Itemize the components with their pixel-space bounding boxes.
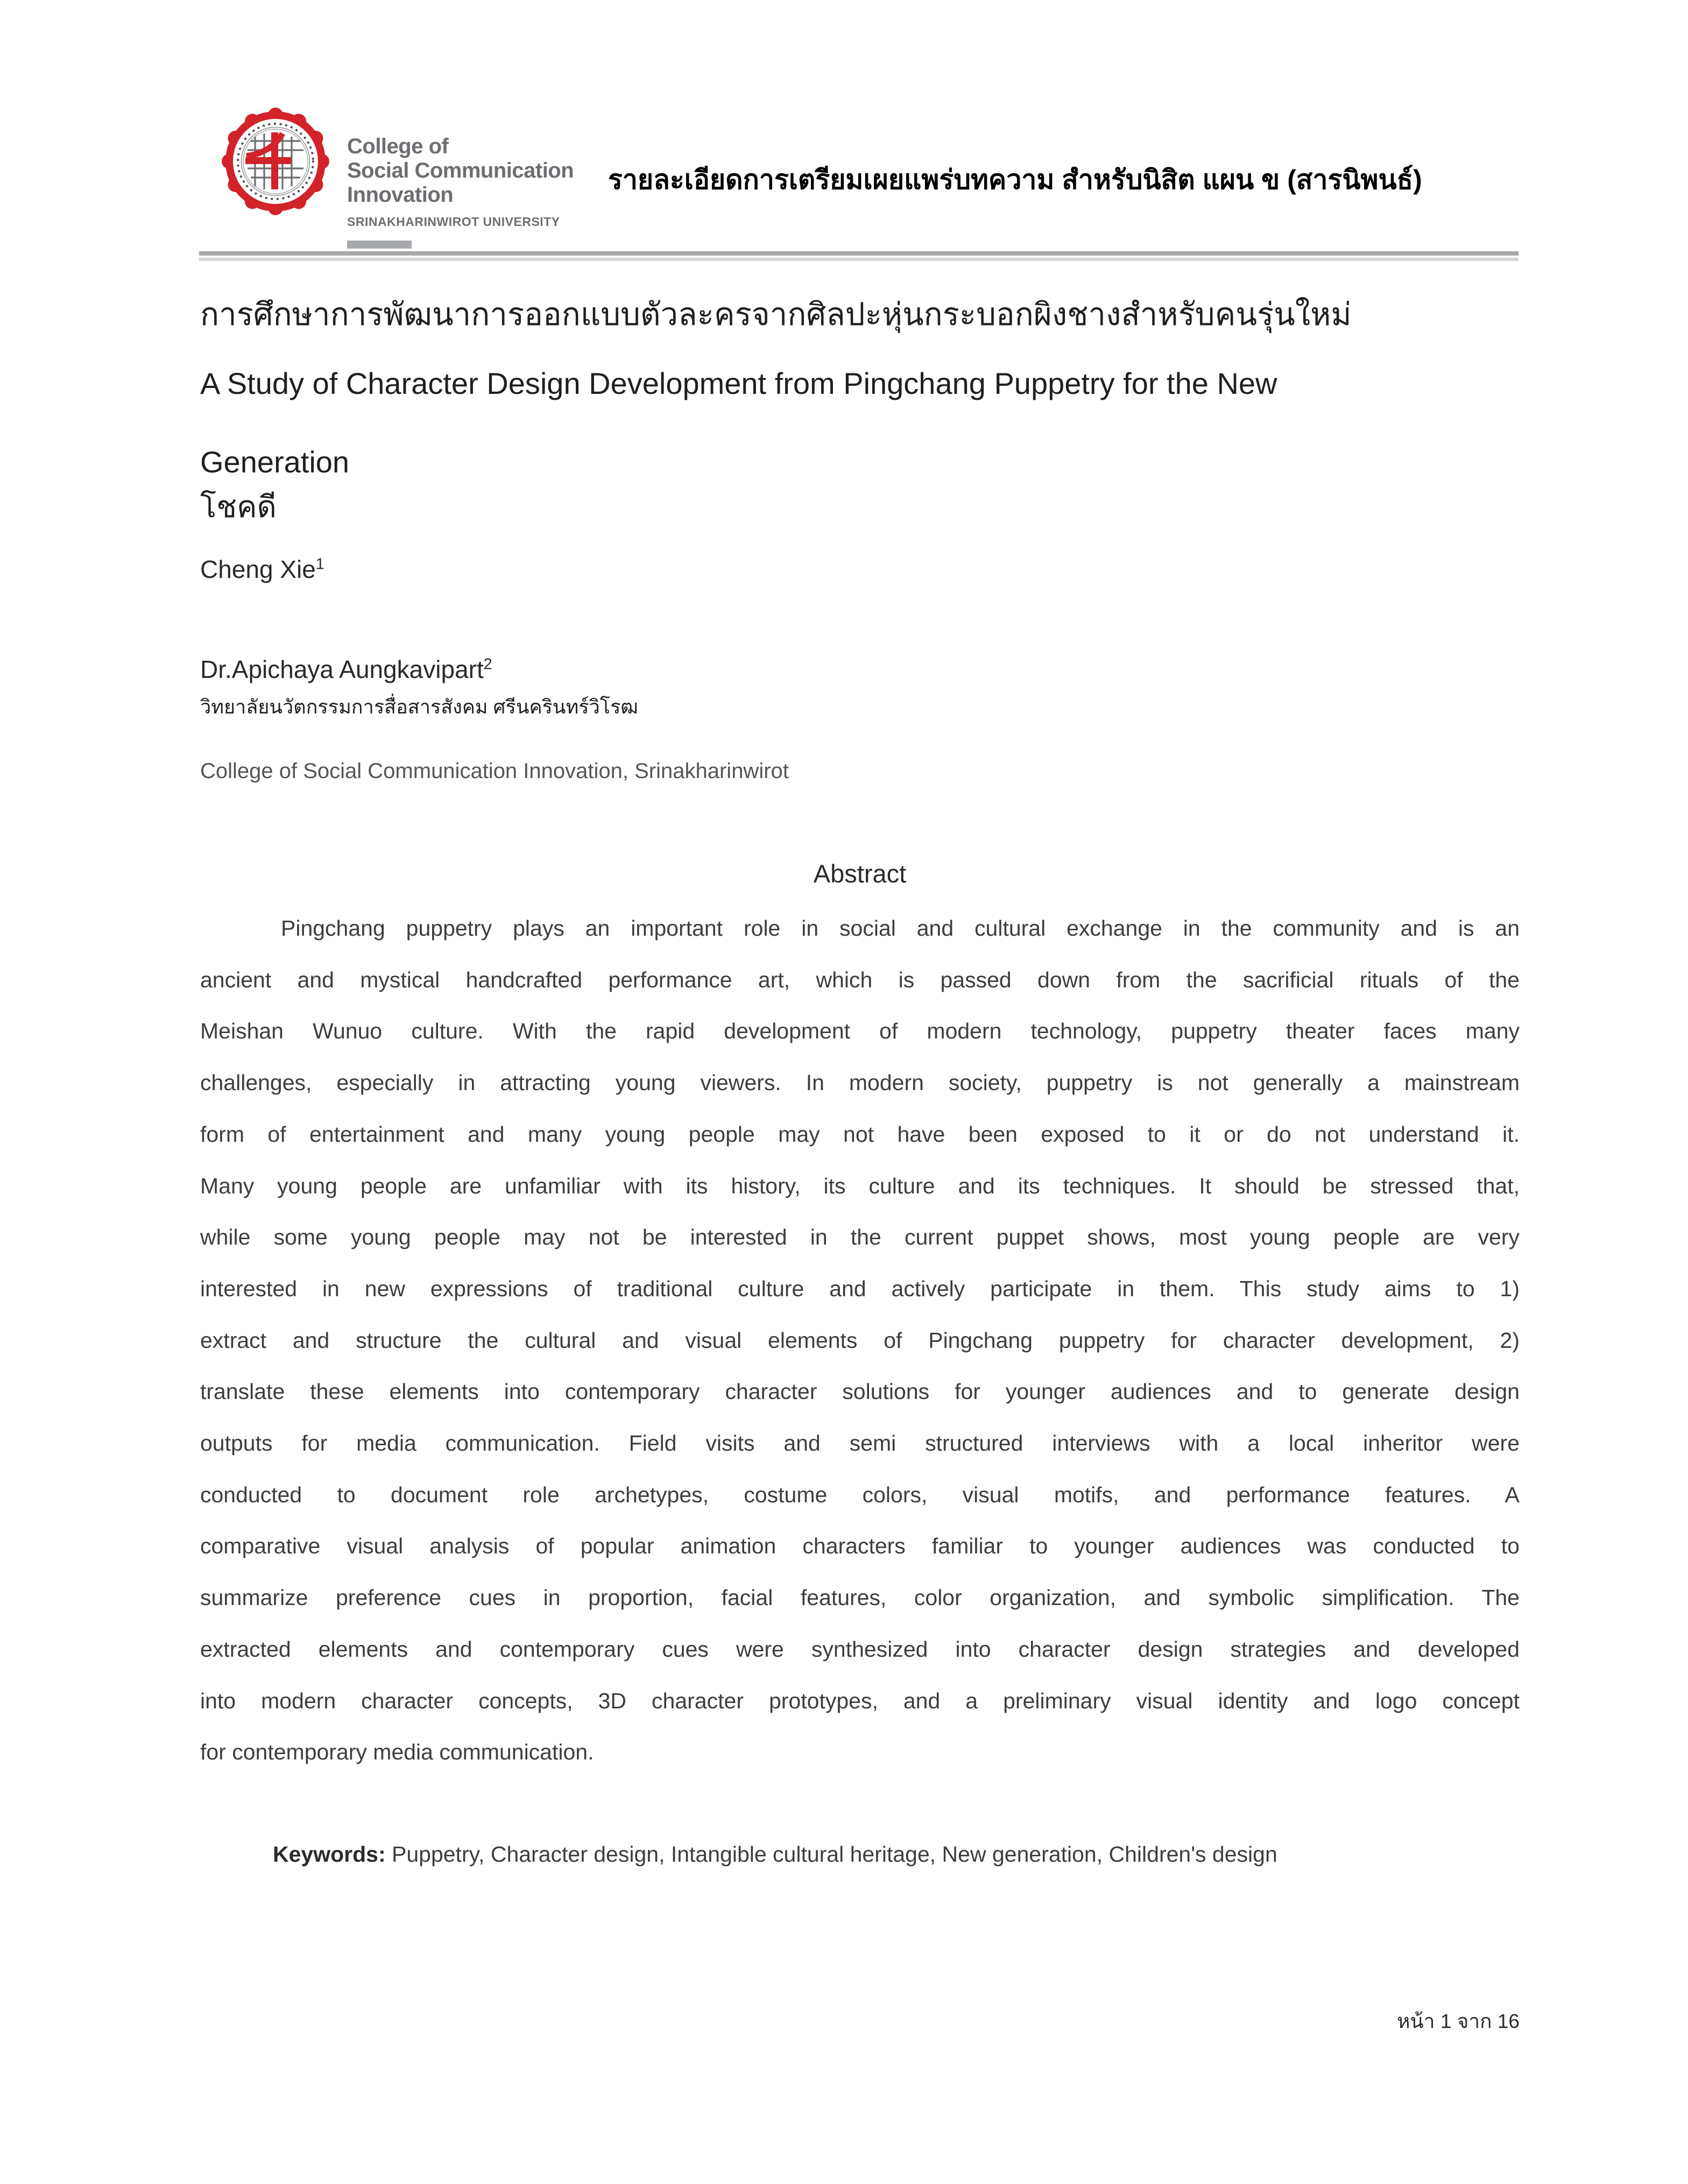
advisor-name (200, 652, 492, 687)
abstract-line: for contemporary media communication. (200, 1740, 594, 1765)
abstract-heading: Abstract (813, 859, 907, 888)
header-rule-light (199, 258, 1519, 261)
abstract-line: extract and structure the cultural and visual elements of Pingchang puppetry for character development, 2) (200, 1327, 1520, 1353)
logo-underline-bar (347, 241, 412, 249)
advisor-footnote-marker: 2 (483, 655, 492, 673)
affiliation-thai: วิทยาลัยนวัตกรรมการสื่อสารสังคม ศรีนครินทร์วิโรฒ (200, 696, 638, 718)
advisor-name-text: Dr.Apichaya Aungkavipart (200, 655, 484, 683)
logo-wordmark (347, 135, 574, 249)
abstract-paragraph (200, 903, 1520, 1778)
abstract-line: conducted to document role archetypes, costume colors, visual motifs, and performance features. A (200, 1482, 1520, 1507)
logo-line-1: College of (347, 135, 449, 158)
affiliation-english: College of Social Communication Innovation, Srinakharinwirot (200, 759, 789, 783)
abstract-line: form of entertainment and many young people may not have been exposed to it or do not understand it. (200, 1121, 1520, 1147)
author-name (200, 552, 324, 586)
logo-university-name: SRINAKHARINWIROT UNIVERSITY (347, 215, 560, 229)
author-thai-name: โชคดี (200, 490, 277, 524)
title-thai: การศึกษาการพัฒนาการออกแบบตัวละครจากศิลปะหุ่นกระบอกผิงชางสำหรับคนรุ่นใหม่ (200, 297, 1352, 332)
logo-line-3: Innovation (347, 183, 454, 207)
abstract-line: Pingchang puppetry plays an important role in social and cultural exchange in the community and is an (281, 916, 1520, 941)
abstract-line: comparative visual analysis of popular animation characters familiar to younger audiences was conducted to (200, 1533, 1520, 1559)
abstract-line: outputs for media communication. Field visits and semi structured interviews with a local inheritor were (200, 1431, 1520, 1456)
title-english-line: A Study of Character Design Development from Pingchang Puppetry for the New (200, 366, 1277, 400)
document-header-label: รายละเอียดการเตรียมเผยแพร่บทความ สำหรับนิสิต แผน ข (สารนิพนธ์) (608, 165, 1422, 195)
university-seal-icon (222, 108, 329, 215)
abstract-line: summarize preference cues in proportion, facial features, color organization, and symbolic simplification. The (200, 1585, 1520, 1610)
page-number-indicator: หน้า 1 จาก 16 (1397, 2010, 1520, 2032)
abstract-line: into modern character concepts, 3D character prototypes, and a preliminary visual identity and logo concept (200, 1688, 1520, 1713)
abstract-line: interested in new expressions of traditional culture and actively participate in them. This study aims to 1) (200, 1276, 1520, 1301)
abstract-line: ancient and mystical handcrafted performance art, which is passed down from the sacrificial rituals of the (200, 967, 1520, 992)
abstract-line: challenges, especially in attracting young viewers. In modern society, puppetry is not generally a mainstream (200, 1070, 1520, 1095)
title-english (200, 344, 1520, 501)
author-name-text: Cheng Xie (200, 555, 316, 583)
header-rule-dark (199, 251, 1519, 256)
abstract-line: Meishan Wunuo culture. With the rapid development of modern technology, puppetry theater faces many (200, 1019, 1520, 1044)
author-footnote-marker: 1 (315, 555, 324, 573)
abstract-line: extracted elements and contemporary cues were synthesized into character design strategies and developed (200, 1636, 1520, 1662)
abstract-line: Many young people are unfamiliar with its history, its culture and its techniques. It should be stressed that, (200, 1173, 1520, 1198)
logo-line-2: Social Communication (347, 159, 574, 182)
keywords-line (200, 1838, 1520, 1870)
title-english-line: Generation (200, 445, 350, 479)
keywords-text: Puppetry, Character design, Intangible cultural heritage, New generation, Children's design (385, 1842, 1277, 1867)
abstract-line: while some young people may not be interested in the current puppet shows, most young people are very (200, 1225, 1520, 1250)
keywords-label: Keywords: (273, 1842, 386, 1867)
abstract-line: translate these elements into contemporary character solutions for younger audiences and to generate design (200, 1379, 1520, 1404)
